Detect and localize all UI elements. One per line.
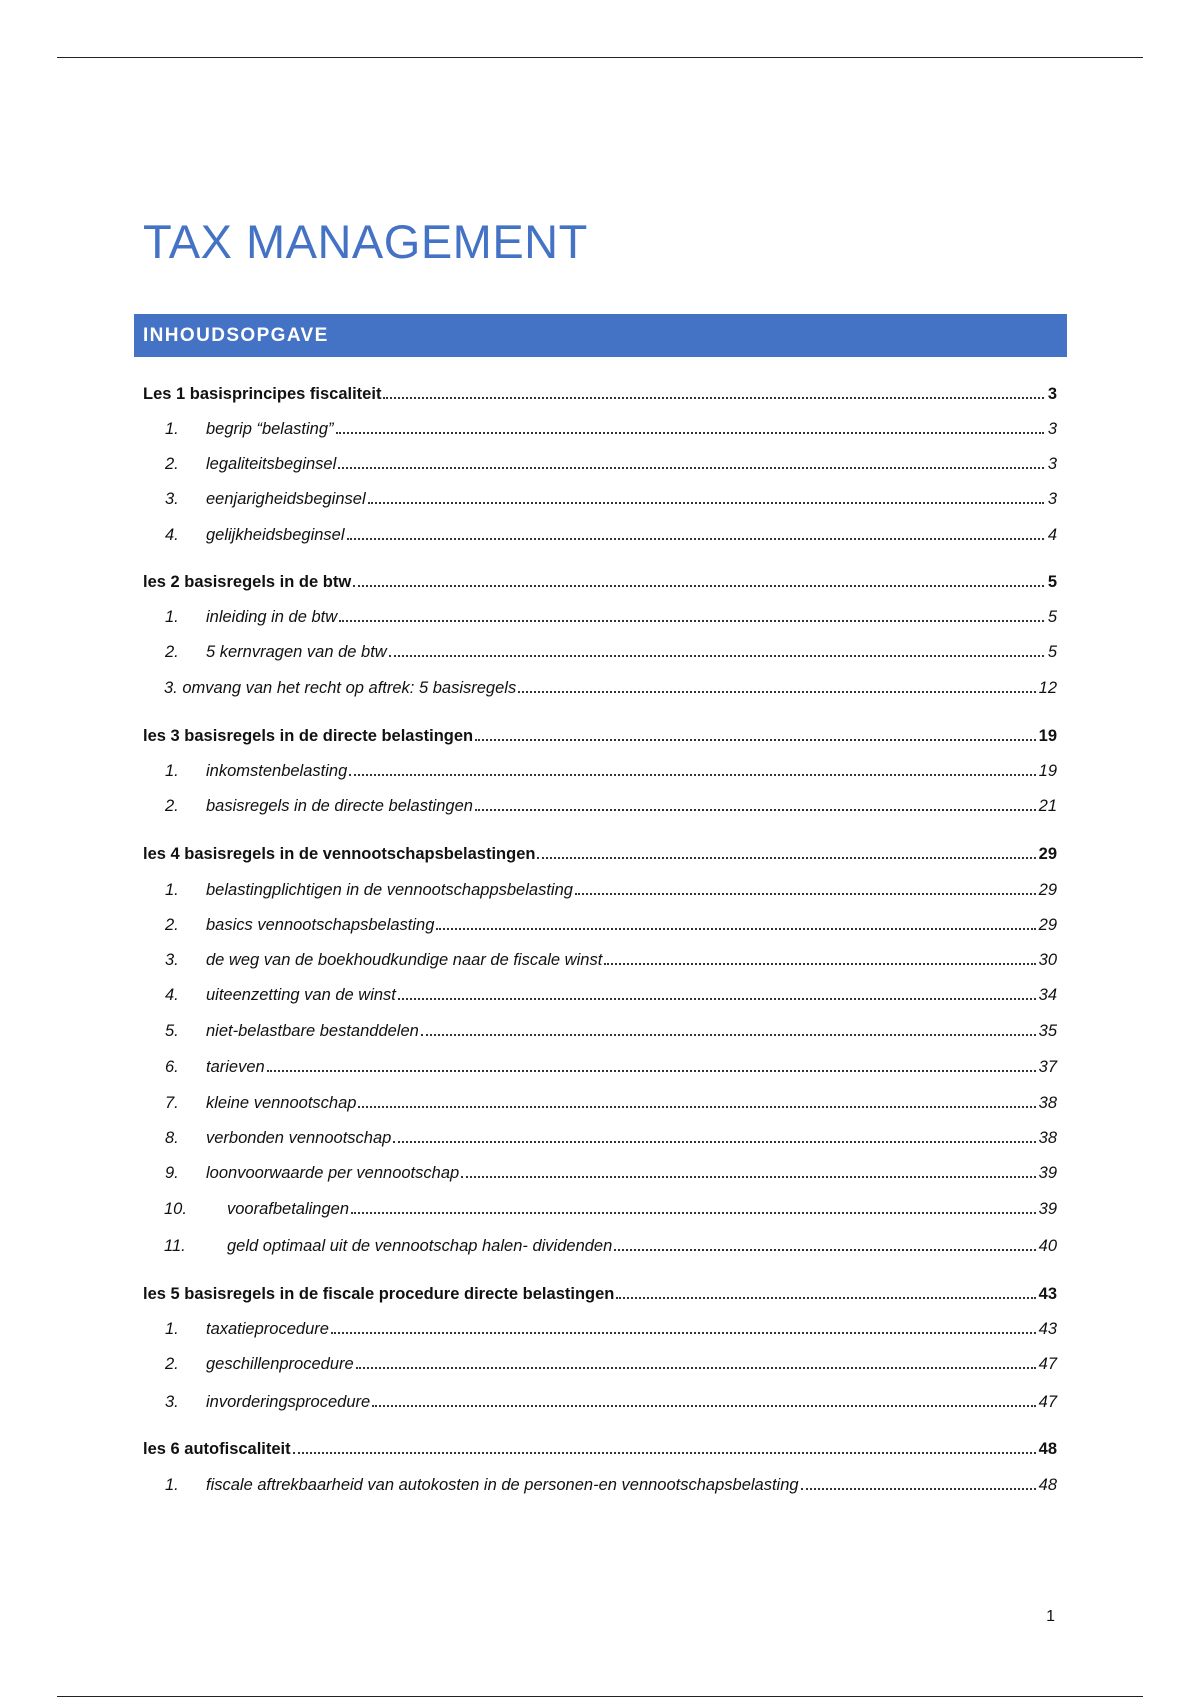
toc-dot-leader xyxy=(475,809,1036,811)
toc-entry-label: les 3 basisregels in de directe belastingen xyxy=(143,726,474,745)
toc-entry-number: 5. xyxy=(165,1021,179,1040)
toc-section-row[interactable] xyxy=(0,1053,1200,1079)
toc-entry-page: 5 xyxy=(1047,572,1057,591)
toc-section-row[interactable] xyxy=(0,1232,1200,1258)
toc-entry-label: les 2 basisregels in de btw xyxy=(143,572,352,591)
toc-entry-label: begrip “belasting” xyxy=(206,419,334,438)
toc-entry-page: 29 xyxy=(1038,880,1057,899)
toc-entry-label: geld optimaal uit de vennootschap halen- dividenden xyxy=(227,1236,613,1255)
toc-entry-label: verbonden vennootschap xyxy=(206,1128,392,1147)
toc-dot-leader xyxy=(421,1034,1036,1036)
toc-dot-leader xyxy=(336,432,1045,434)
toc-entry-label: basisregels in de directe belastingen xyxy=(206,796,473,815)
toc-entry-number: 1. xyxy=(165,419,179,438)
toc-entry-label: tarieven xyxy=(206,1057,265,1076)
toc-entry-page: 48 xyxy=(1038,1439,1057,1458)
toc-entry xyxy=(143,1286,1057,1303)
toc-entry xyxy=(206,1130,1057,1147)
toc-entry-label: legaliteitsbeginsel xyxy=(206,454,337,473)
toc-dot-leader xyxy=(372,1405,1035,1407)
toc-entry-number: 2. xyxy=(165,454,179,473)
toc-section-row[interactable] xyxy=(0,1159,1200,1185)
toc-entry-number: 9. xyxy=(165,1163,179,1182)
toc-section-row[interactable] xyxy=(0,1350,1200,1376)
toc-section-row[interactable] xyxy=(0,911,1200,937)
toc-entry xyxy=(206,1023,1057,1040)
toc-dot-leader xyxy=(331,1332,1036,1334)
toc-section-row[interactable] xyxy=(0,1315,1200,1341)
toc-dot-leader xyxy=(356,1367,1036,1369)
toc-entry xyxy=(143,1441,1057,1458)
toc-entry-number: 3. xyxy=(165,489,179,508)
toc-entry xyxy=(143,386,1057,403)
toc-entry-label: kleine vennootschap xyxy=(206,1093,357,1112)
toc-entry xyxy=(206,609,1057,626)
toc-dot-leader xyxy=(436,928,1035,930)
toc-entry xyxy=(206,527,1057,544)
toc-chapter-row[interactable] xyxy=(0,840,1200,866)
toc-entry-page: 30 xyxy=(1038,950,1057,969)
toc-entry-page: 38 xyxy=(1038,1093,1057,1112)
toc-chapter-row[interactable] xyxy=(0,1280,1200,1306)
toc-entry-page: 3 xyxy=(1047,419,1057,438)
document-title: TAX MANAGEMENT xyxy=(143,215,588,268)
toc-entry xyxy=(206,917,1057,934)
toc-entry-page: 37 xyxy=(1038,1057,1057,1076)
toc-entry xyxy=(206,1477,1057,1494)
toc-dot-leader xyxy=(398,998,1036,1000)
toc-dot-leader xyxy=(267,1070,1036,1072)
toc-entry xyxy=(206,1059,1057,1076)
toc-section-row[interactable] xyxy=(0,603,1200,629)
toc-entry xyxy=(164,680,1057,697)
toc-section-row[interactable] xyxy=(0,1471,1200,1497)
toc-entry-number: 2. xyxy=(165,1354,179,1373)
toc-entry-page: 48 xyxy=(1038,1475,1057,1494)
toc-section-row[interactable] xyxy=(0,450,1200,476)
toc-dot-leader xyxy=(351,1212,1036,1214)
toc-entry xyxy=(143,574,1057,591)
toc-entry-label: geschillenprocedure xyxy=(206,1354,354,1373)
toc-entry-label: 3. omvang van het recht op aftrek: 5 basisregels xyxy=(164,678,517,697)
toc-entry-page: 5 xyxy=(1047,607,1057,626)
toc-entry-label: 5 kernvragen van de btw xyxy=(206,642,387,661)
toc-entry-label: loonvoorwaarde per vennootschap xyxy=(206,1163,460,1182)
toc-entry-number: 1. xyxy=(165,1475,179,1494)
toc-chapter-row[interactable] xyxy=(0,380,1200,406)
toc-dot-leader xyxy=(339,620,1044,622)
toc-entry-page: 19 xyxy=(1038,726,1057,745)
toc-dot-leader xyxy=(293,1452,1036,1454)
toc-entry-label: niet-belastbare bestanddelen xyxy=(206,1021,419,1040)
toc-dot-leader xyxy=(338,467,1044,469)
toc-dot-leader xyxy=(383,397,1044,399)
toc-entry-label: taxatieprocedure xyxy=(206,1319,329,1338)
toc-heading-bar xyxy=(134,314,1067,357)
toc-entry xyxy=(143,846,1057,863)
toc-entry xyxy=(227,1238,1057,1255)
toc-entry-number: 4. xyxy=(165,525,179,544)
toc-entry xyxy=(206,491,1057,508)
toc-entry-label: invorderingsprocedure xyxy=(206,1392,371,1411)
toc-entry-number: 7. xyxy=(165,1093,179,1112)
toc-section-row[interactable] xyxy=(0,792,1200,818)
toc-chapter-row[interactable] xyxy=(0,1435,1200,1461)
toc-entry-number: 3. xyxy=(165,1392,179,1411)
toc-chapter-row[interactable] xyxy=(0,722,1200,748)
toc-entry-number: 4. xyxy=(165,985,179,1004)
toc-entry-page: 40 xyxy=(1038,1236,1057,1255)
toc-entry-label: de weg van de boekhoudkundige naar de fiscale winst xyxy=(206,950,603,969)
toc-entry-number: 3. xyxy=(165,950,179,969)
toc-entry xyxy=(143,728,1057,745)
toc-dot-leader xyxy=(518,691,1035,693)
toc-entry xyxy=(206,421,1057,438)
toc-entry xyxy=(206,1321,1057,1338)
toc-entry-page: 3 xyxy=(1047,454,1057,473)
toc-entry-number: 6. xyxy=(165,1057,179,1076)
toc-dot-leader xyxy=(393,1141,1035,1143)
toc-section-row[interactable] xyxy=(0,638,1200,664)
toc-entry-number: 1. xyxy=(165,1319,179,1338)
toc-entry-label: les 4 basisregels in de vennootschapsbelastingen xyxy=(143,844,536,863)
header-rule xyxy=(57,57,1143,58)
toc-entry-label: inkomstenbelasting xyxy=(206,761,348,780)
toc-section-row[interactable] xyxy=(0,415,1200,441)
toc-section-row[interactable] xyxy=(0,1017,1200,1043)
toc-entry-number: 1. xyxy=(165,761,179,780)
toc-entry xyxy=(206,1095,1057,1112)
toc-dot-leader xyxy=(537,857,1035,859)
toc-entry xyxy=(206,456,1057,473)
toc-entry-page: 3 xyxy=(1047,489,1057,508)
toc-entry-page: 39 xyxy=(1038,1163,1057,1182)
toc-entry-number: 2. xyxy=(165,915,179,934)
toc-entry-number: 11. xyxy=(164,1236,186,1255)
toc-entry xyxy=(206,763,1057,780)
toc-section-row[interactable] xyxy=(0,1195,1200,1221)
toc-entry xyxy=(206,882,1057,899)
toc-entry-page: 47 xyxy=(1038,1392,1057,1411)
toc-entry xyxy=(206,952,1057,969)
toc-dot-leader xyxy=(604,963,1035,965)
toc-section-row[interactable] xyxy=(0,1089,1200,1115)
toc-entry-number: 10. xyxy=(164,1199,187,1218)
toc-entry-label: eenjarigheidsbeginsel xyxy=(206,489,366,508)
toc-section-row[interactable] xyxy=(0,1388,1200,1414)
toc-heading: INHOUDSOPGAVE xyxy=(143,324,329,346)
toc-entry-page: 4 xyxy=(1047,525,1057,544)
toc-entry xyxy=(227,1201,1057,1218)
toc-entry-page: 39 xyxy=(1038,1199,1057,1218)
toc-entry-page: 38 xyxy=(1038,1128,1057,1147)
toc-entry xyxy=(206,798,1057,815)
toc-section-row[interactable] xyxy=(0,674,1200,700)
toc-section-row[interactable] xyxy=(0,757,1200,783)
toc-entry-page: 43 xyxy=(1038,1319,1057,1338)
toc-section-row[interactable] xyxy=(0,876,1200,902)
toc-entry-number: 1. xyxy=(165,880,179,899)
toc-entry-label: fiscale aftrekbaarheid van autokosten in de personen-en vennootschapsbelasting xyxy=(206,1475,799,1494)
toc-chapter-row[interactable] xyxy=(0,568,1200,594)
footer-rule xyxy=(57,1696,1143,1697)
page-number: 1 xyxy=(1046,1608,1055,1625)
toc-dot-leader xyxy=(349,774,1035,776)
toc-section-row[interactable] xyxy=(0,485,1200,511)
toc-dot-leader xyxy=(347,538,1044,540)
toc-entry-page: 29 xyxy=(1038,844,1057,863)
toc-entry-page: 5 xyxy=(1047,642,1057,661)
toc-entry-page: 29 xyxy=(1038,915,1057,934)
toc-entry-label: les 5 basisregels in de fiscale procedure directe belastingen xyxy=(143,1284,615,1303)
toc-entry-number: 1. xyxy=(165,607,179,626)
toc-entry xyxy=(206,987,1057,1004)
toc-entry-page: 21 xyxy=(1038,796,1057,815)
toc-entry-label: uiteenzetting van de winst xyxy=(206,985,396,1004)
toc-entry-number: 8. xyxy=(165,1128,179,1147)
toc-entry xyxy=(206,1356,1057,1373)
toc-entry xyxy=(206,644,1057,661)
toc-section-row[interactable] xyxy=(0,981,1200,1007)
toc-section-row[interactable] xyxy=(0,946,1200,972)
toc-entry-number: 2. xyxy=(165,642,179,661)
toc-dot-leader xyxy=(353,585,1044,587)
toc-entry-label: voorafbetalingen xyxy=(227,1199,350,1218)
toc-entry-label: basics vennootschapsbelasting xyxy=(206,915,435,934)
toc-entry-label: belastingplichtigen in de vennootschappsbelasting xyxy=(206,880,573,899)
toc-section-row[interactable] xyxy=(0,1124,1200,1150)
toc-entry-label: Les 1 basisprincipes fiscaliteit xyxy=(143,384,382,403)
toc-entry-page: 34 xyxy=(1038,985,1057,1004)
toc-dot-leader xyxy=(389,655,1044,657)
toc-entry-page: 47 xyxy=(1038,1354,1057,1373)
toc-entry-page: 43 xyxy=(1038,1284,1057,1303)
toc-dot-leader xyxy=(616,1297,1035,1299)
toc-entry-page: 35 xyxy=(1038,1021,1057,1040)
toc-entry-page: 12 xyxy=(1038,678,1057,697)
toc-dot-leader xyxy=(358,1106,1035,1108)
toc-dot-leader xyxy=(575,893,1036,895)
toc-entry-number: 2. xyxy=(165,796,179,815)
toc-entry xyxy=(206,1165,1057,1182)
toc-dot-leader xyxy=(475,739,1036,741)
toc-section-row[interactable] xyxy=(0,521,1200,547)
toc-dot-leader xyxy=(461,1176,1035,1178)
toc-dot-leader xyxy=(801,1488,1036,1490)
toc-entry-page: 19 xyxy=(1038,761,1057,780)
toc-entry xyxy=(206,1394,1057,1411)
toc-dot-leader xyxy=(368,502,1044,504)
toc-entry-label: les 6 autofiscaliteit xyxy=(143,1439,291,1458)
toc-dot-leader xyxy=(614,1249,1035,1251)
toc-entry-page: 3 xyxy=(1047,384,1057,403)
toc-entry-label: gelijkheidsbeginsel xyxy=(206,525,345,544)
toc-entry-label: inleiding in de btw xyxy=(206,607,338,626)
